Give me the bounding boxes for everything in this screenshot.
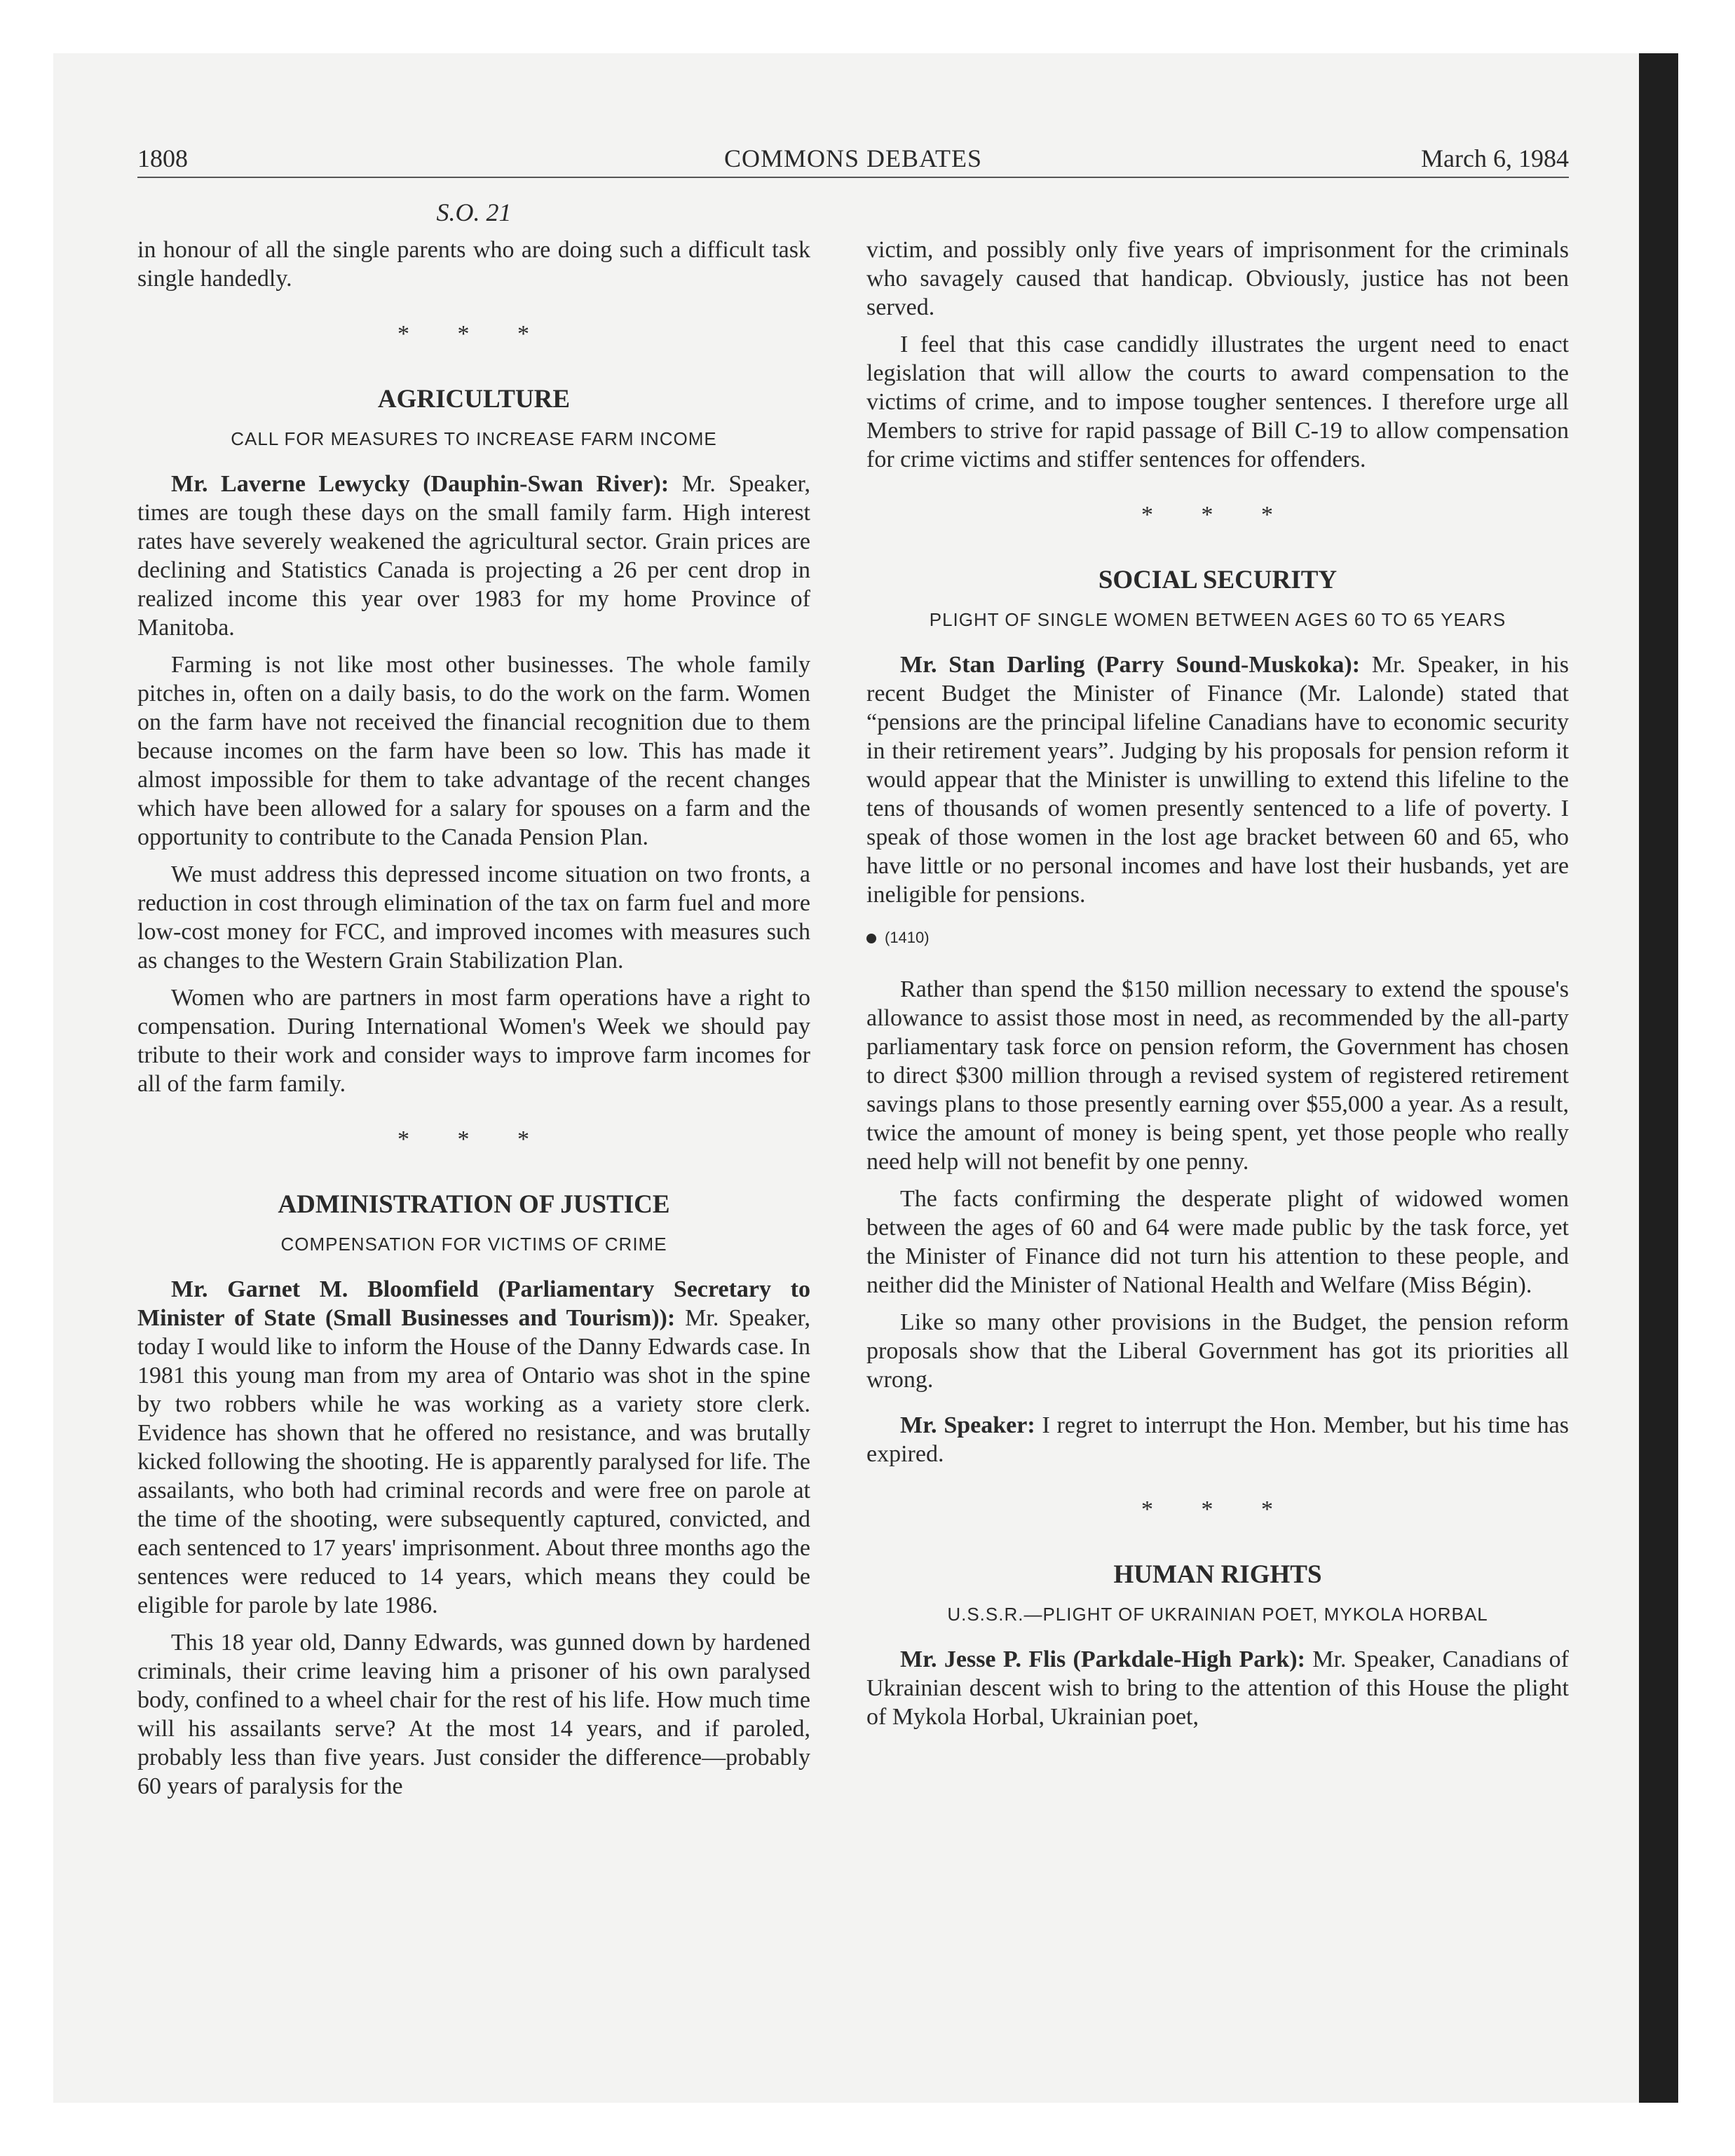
page-number: 1808: [137, 144, 188, 172]
right-column: [866, 236, 1569, 1740]
statement-paragraph: [866, 1411, 1569, 1468]
statement-text: Mr. Speaker, today I would like to inform the House of the Danny Edwards case. In 1981 this young man from my area of Ontario was shot in the spine by two robbers while he was working as a variety store clerk. Evidence has shown that he offered no resistance, and was brutally kicked following the shooting. He is apparently paralysed for life. The assailants, who both had criminal records and were free on parole at the time of the shooting, were subsequently captured, convicted, and each sentenced to 17 years' imprisonment. About three months ago the sentences were reduced to 14 years, which means they could be eligible for parole by late 1986.: [137, 1305, 810, 1618]
section-subheading: COMPENSATION FOR VICTIMS OF CRIME: [280, 1234, 667, 1255]
statement-paragraph: I feel that this case candidly illustrates the urgent need to enact legislation that will allow the courts to award compensation to the victims of crime, and to impose tougher sentences. I therefore urge all Members to strive for rapid passage of Bill C-19 to allow compensation for crime victims and stiffer sentences for offenders.: [866, 332, 1569, 472]
statement-paragraph: Women who are partners in most farm operations have a right to compensation. During International Women's Week we should pay tribute to their work and consider ways to improve farm incomes for all of the farm family.: [137, 985, 810, 1097]
continued-paragraph: victim, and possibly only five years of imprisonment for the criminals who savagely caused that handicap. Obviously, justice has not been served.: [866, 237, 1569, 320]
statement-paragraph: Like so many other provisions in the Budget, the pension reform proposals show that the Liberal Government has got its priorities all wrong.: [866, 1309, 1569, 1393]
standing-order-label: S.O. 21: [436, 198, 512, 226]
publication-title: COMMONS DEBATES: [723, 144, 983, 172]
statement-paragraph: The facts confirming the desperate plight of widowed women between the ages of 60 and 64 were made public by the task force, yet the Minister of Finance did not turn his attention to these people, and neither did the Minister of National Health and Welfare (Miss Bégin).: [866, 1186, 1569, 1298]
section-subheading: CALL FOR MEASURES TO INCREASE FARM INCOME: [231, 428, 717, 449]
statement-paragraph: This 18 year old, Danny Edwards, was gunned down by hardened criminals, their crime leaving him a prisoner of his own paralysed body, confined to a wheel chair for the rest of his life. How much time will his assailants serve? At the most 14 years, and if paroled, probably less than five years. Just consider the difference—probably 60 years of paralysis for the: [137, 1630, 810, 1799]
speaker-name: Mr. Stan Darling (Parry Sound-Muskoka):: [900, 652, 1361, 678]
page-date: March 6, 1984: [1421, 144, 1569, 172]
section-heading-human-rights: HUMAN RIGHTS: [1113, 1560, 1322, 1589]
section-subheading: U.S.S.R.—PLIGHT OF UKRAINIAN POET, MYKOLA HORBAL: [947, 1604, 1488, 1625]
speaker-name: Mr. Jesse P. Flis (Parkdale-High Park):: [900, 1646, 1305, 1672]
statement-paragraph: [137, 1275, 810, 1620]
continued-paragraph: in honour of all the single parents who are doing such a difficult task single handedly.: [137, 237, 810, 292]
section-separator: * * *: [397, 321, 550, 347]
statement-text: Mr. Speaker, Canadians of Ukrainian descent wish to bring to the attention of this House the plight of Mykola Horbal, Ukrainian poet,: [866, 1646, 1569, 1730]
section-heading-social-security: SOCIAL SECURITY: [1098, 566, 1338, 594]
time-marker-text: (1410): [885, 929, 930, 946]
statement-text: I regret to interrupt the Hon. Member, but his time has expired.: [866, 1412, 1570, 1467]
section-heading-justice: ADMINISTRATION OF JUSTICE: [278, 1190, 670, 1219]
speaker-name: Mr. Laverne Lewycky (Dauphin-Swan River):: [171, 471, 669, 497]
section-separator: * * *: [1141, 502, 1294, 528]
speaker-name: Mr. Garnet M. Bloomfield (Parliamentary Secretary to Minister of State (Small Businesses and Tourism)):: [137, 1276, 810, 1331]
left-column: [137, 236, 810, 1809]
section-subheading: PLIGHT OF SINGLE WOMEN BETWEEN AGES 60 TO 65 YEARS: [929, 609, 1506, 630]
statement-paragraph: [137, 470, 810, 642]
statement-paragraph: Farming is not like most other businesses. The whole family pitches in, often on a daily basis, to do the work on the farm. Women on the farm have not received the financial recognition due to them because incomes on the farm have been so low. This has made it almost impossible for them to take advantage of the recent changes which have been allowed for a salary for spouses on a farm and the opportunity to contribute to the Canada Pension Plan.: [137, 652, 810, 850]
section-separator: * * *: [1141, 1496, 1294, 1522]
statement-text: Mr. Speaker, times are tough these days on the small family farm. High interest rates have severely weakened the agricultural sector. Grain prices are declining and Statistics Canada is projecting a 26 per cent drop in realized income this year over 1983 for my home Province of Manitoba.: [137, 471, 810, 641]
section-heading-agriculture: AGRICULTURE: [377, 385, 571, 414]
speaker-name: Mr. Speaker:: [900, 1412, 1035, 1438]
time-marker: [866, 929, 1569, 947]
section-separator: * * *: [397, 1126, 550, 1152]
statement-paragraph: Rather than spend the $150 million necessary to extend the spouse's allowance to assist those most in need, as recommended by the all-party parliamentary task force on pension reform, the Government has chosen to direct $300 million through a revised system of registered retirement savings plans to those presently earning over $55,000 a year. As a result, twice the amount of money is being spent, yet those people who really need help will not benefit by one penny.: [866, 976, 1569, 1175]
statement-paragraph: [866, 1645, 1569, 1731]
statement-text: Mr. Speaker, in his recent Budget the Minister of Finance (Mr. Lalonde) stated that “pensions are the principal lifeline Canadians have to economic security in their retirement years”. Judging by his proposals for pension reform it would appear that the Minister is unwilling to extend this lifeline to the tens of thousands of women presently sentenced to a life of poverty. I speak of those women in the lost age bracket between 60 and 65, who have little or no personal incomes and have lost their husbands, yet are ineligible for pensions.: [866, 652, 1569, 908]
bullet-icon: [866, 934, 876, 943]
statement-paragraph: We must address this depressed income situation on two fronts, a reduction in cost through elimination of the tax on farm fuel and more low-cost money for FCC, and improved incomes with measures such as changes to the Western Grain Stabilization Plan.: [137, 861, 810, 974]
page-edge-shadow: [1639, 53, 1678, 2103]
statement-paragraph: [866, 650, 1569, 909]
running-header: [137, 140, 1569, 178]
